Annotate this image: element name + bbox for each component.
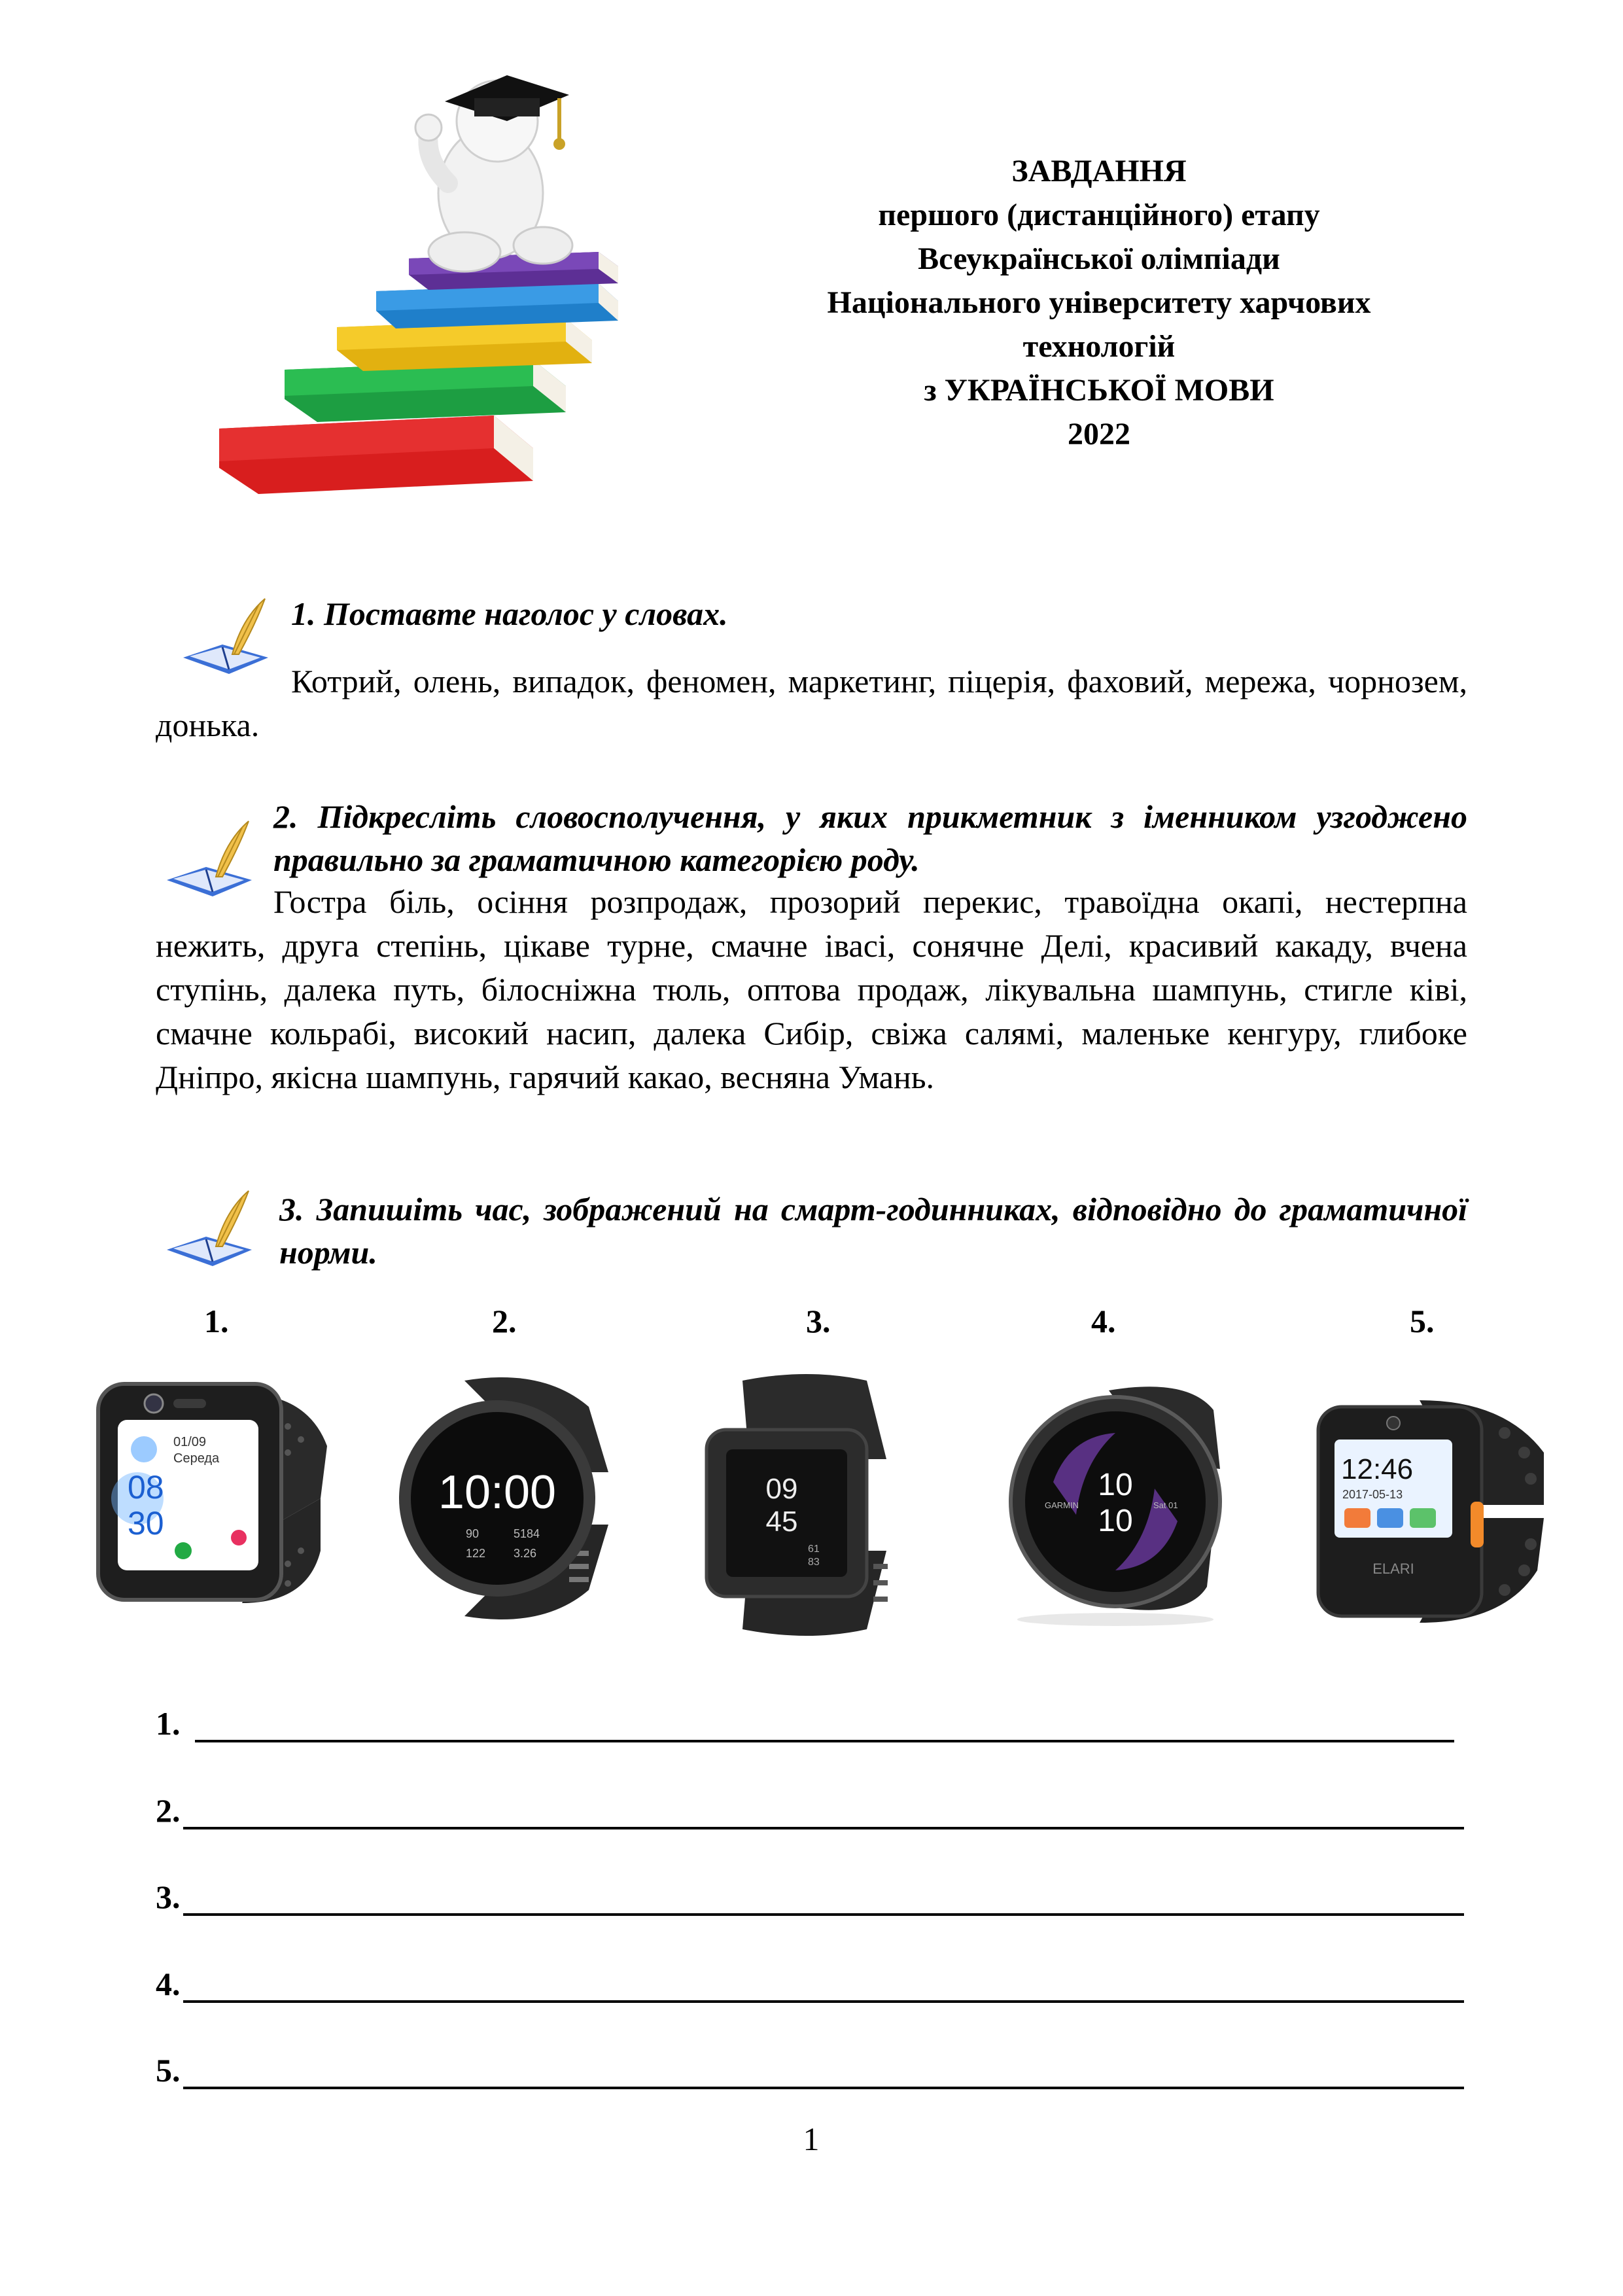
watch-number-4: 4. — [1091, 1303, 1116, 1339]
page-number: 1 — [803, 2121, 820, 2157]
answer-underline[interactable] — [183, 2058, 1465, 2089]
watch-1-date: 01/09 — [173, 1435, 207, 1449]
answer-underline[interactable] — [183, 1971, 1465, 2003]
watch-number-5: 5. — [1410, 1303, 1435, 1339]
answer-label-4: 4. — [156, 1966, 181, 2002]
task-2-title: 2. Підкресліть словосполучення, у яких прикметник з іменником узгоджено правильно за граматичною категорією роду. — [273, 798, 1467, 878]
watch-number-1: 1. — [204, 1303, 229, 1339]
answer-line-5[interactable] — [156, 2051, 1464, 2089]
watch-2-bottom-right: 3.26 — [514, 1547, 537, 1560]
watch-3-stat-2: 83 — [808, 1557, 820, 1568]
answer-line-4[interactable] — [156, 1965, 1464, 2003]
header-line-3: Всеукраїнської олімпіади — [918, 241, 1280, 276]
header-line-7: 2022 — [1068, 417, 1130, 451]
watch-5-time: 12:46 — [1341, 1453, 1414, 1485]
answer-label-1: 1. — [156, 1705, 181, 1742]
watch-3-minutes: 45 — [765, 1506, 798, 1538]
quill-book-icon — [160, 1184, 258, 1276]
answer-label-5: 5. — [156, 2052, 181, 2089]
answer-line-2[interactable] — [156, 1792, 1464, 1829]
answer-underline[interactable] — [195, 1711, 1455, 1742]
smart-watch-3 — [690, 1368, 932, 1642]
watch-4-date: Sat 01 — [1153, 1500, 1178, 1510]
watch-1-minutes: 30 — [128, 1505, 164, 1542]
watch-2-small-right: 5184 — [514, 1527, 540, 1540]
book-blue — [376, 283, 618, 328]
smart-watch-5 — [1308, 1387, 1557, 1636]
graduate-books-illustration — [167, 62, 710, 501]
watch-4-hours: 10 — [1098, 1468, 1133, 1502]
document-header — [733, 149, 1465, 456]
task-2-text: Гостра біль, осіння розпродаж, прозорий перекис, травоїдна окапі, нестерпна нежить, друга степінь, цікаве турне, смачне івасі, сонячне Делі, красивий какаду, вчена ступінь, далека путь, білосніжна тюль, оптова продаж, лікувальна шампунь, стигле ківі, смачне кольрабі, високий насип, далека Сибір, свіжа салямі, маленьке кенгуру, глибоке Дніпро, якісна шампунь, гарячий какао, весняна Умань. — [156, 883, 1467, 1095]
smart-watch-2 — [393, 1368, 628, 1629]
header-line-1: ЗАВДАННЯ — [1011, 154, 1187, 188]
answer-label-3: 3. — [156, 1879, 181, 1915]
answer-line-1[interactable] — [156, 1704, 1454, 1742]
watch-2-time: 10:00 — [438, 1466, 557, 1519]
smart-watch-4 — [991, 1371, 1266, 1633]
answer-line-3[interactable] — [156, 1878, 1464, 1916]
task-1-text: Котрий, олень, випадок, феномен, маркетинг, піцерія, фаховий, мережа, чорнозем, донька. — [156, 663, 1467, 743]
watch-number-2: 2. — [492, 1303, 517, 1339]
watch-4-brand: GARMIN — [1045, 1500, 1079, 1510]
watch-2-small-left: 90 — [466, 1527, 480, 1540]
answer-label-2: 2. — [156, 1792, 181, 1829]
book-yellow — [337, 319, 592, 371]
header-line-5: технологій — [1022, 329, 1176, 364]
answer-underline[interactable] — [183, 1798, 1465, 1829]
answer-underline[interactable] — [183, 1884, 1465, 1916]
header-line-6: з УКРАЇНСЬКОЇ МОВИ — [924, 373, 1274, 408]
watch-3-stat-1: 61 — [808, 1544, 820, 1555]
watch-1-day: Середа — [173, 1451, 220, 1466]
smart-watch-1 — [92, 1368, 353, 1629]
watch-4-minutes: 10 — [1098, 1504, 1133, 1538]
header-line-4: Національного університету харчових — [827, 285, 1371, 320]
task-3-title: 3. Запишіть час, зображений на смарт-годинниках, відповідно до граматичної норми. — [279, 1191, 1467, 1271]
watch-5-brand: ELARI — [1372, 1561, 1414, 1577]
task-1-title: 1. Поставте наголос у словах. — [291, 595, 728, 632]
header-line-2: першого (дистанційного) етапу — [878, 198, 1320, 232]
watch-2-bottom-left: 122 — [466, 1547, 486, 1560]
book-red — [219, 415, 533, 494]
book-green — [285, 360, 566, 422]
watch-5-date: 2017-05-13 — [1342, 1488, 1403, 1501]
graduate-figure — [415, 75, 572, 272]
watch-3-hours: 09 — [765, 1473, 798, 1505]
watch-1-hours: 08 — [128, 1469, 164, 1506]
watch-number-3: 3. — [806, 1303, 831, 1339]
